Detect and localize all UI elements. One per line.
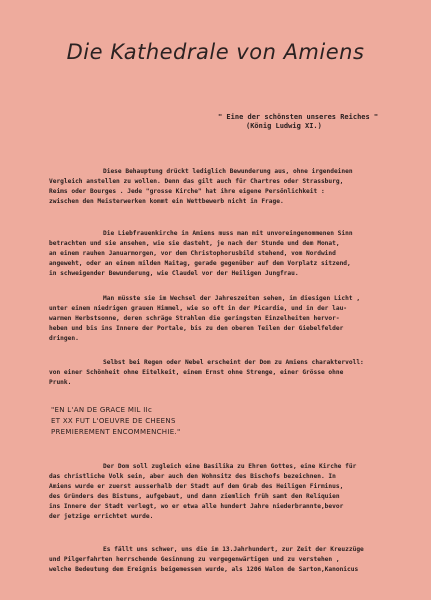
text-line: Vergleich anstellen zu wollen. Denn das gilt auch für Chartres oder Strassburg,	[49, 178, 344, 185]
epigraph-text: " Eine der schönsten unseres Reiches "	[218, 113, 379, 121]
text-line: und Pilgerfahrten herrschende Gesinnung zu vergegenwärtigen und zu verstehen ,	[49, 556, 340, 563]
text-line: in schweigender Bewunderung, wie Claudel vor der Heiligen Jungfrau.	[49, 270, 299, 277]
text-line: das christliche Volk sein, aber auch den Wohnsitz des Bischofs bezeichnen. In	[49, 473, 336, 480]
epigraph-source: (König Ludwig XI.)	[246, 122, 322, 130]
paragraph-4	[49, 358, 401, 388]
text-line: betrachten und sie ansehen, wie sie dasteht, je nach der Stunde und dem Monat,	[49, 240, 340, 247]
text-line: Amiens wurde er zuerst ausserhalb der Stadt auf dem Grab des Heiligen Firminus,	[49, 483, 344, 490]
text-line: des Gründers des Bistums, aufgebaut, und dann ziemlich früh samt den Reliquien	[49, 493, 340, 500]
text-line: Man müsste sie im Wechsel der Jahreszeiten sehen, im diesigen Licht ,	[103, 295, 361, 302]
text-line: Reims oder Bourges . Jede "grosse Kirche" hat ihre eigene Persönlichkeit :	[49, 188, 325, 195]
paragraph-5	[49, 462, 401, 522]
text-line: welche Bedeutung dem Ereignis beigemessen wurde, als 1206 Walon de Sarton,Kanonicus	[49, 566, 359, 573]
text-line: dringen.	[49, 335, 79, 342]
text-line: Es fällt uns schwer, uns die im 13.Jahrhundert, zur Zeit der Kreuzzüge	[103, 546, 364, 553]
text-line: Die Liebfrauenkirche in Amiens muss man mit unvoreingenommenen Sinn	[103, 230, 353, 237]
text-line: von einer Schönheit ohne Eitelkeit, einem Ernst ohne Strenge, einer Grösse ohne	[49, 369, 344, 376]
document-title: Die Kathedrale von Amiens	[66, 40, 365, 64]
inscription-line: ET XX FUT L'OEUVRE DE CHEENS	[51, 417, 176, 425]
inscription-line: "EN L'AN DE GRACE MIL IIc	[51, 406, 153, 414]
text-line: warmen Herbstsonne, deren schräge Strahlen die geringsten Einzelheiten hervor-	[49, 315, 340, 322]
text-line: Prunk.	[49, 379, 72, 386]
text-line: ins Innere der Stadt verlegt, wo er etwa alle hundert Jahre niederbrannte,bevor	[49, 503, 344, 510]
text-line: der jetzige errichtet wurde.	[49, 513, 154, 520]
text-line: an einem rauhen Januarmorgen, vor dem Christophorusbild stehend, vom Nordwind	[49, 250, 336, 257]
text-line: Diese Behauptung drückt lediglich Bewunderung aus, ohne irgendeinen	[103, 168, 353, 175]
paragraph-3	[49, 294, 401, 344]
paragraph-1	[49, 167, 401, 207]
paragraph-2	[49, 229, 401, 279]
text-line: Selbst bei Regen oder Nebel erscheint der Dom zu Amiens charaktervoll:	[103, 359, 364, 366]
text-line: angeweht, oder an einem milden Maitag, gerade gegenüber auf dem Vorplatz sitzend,	[49, 260, 351, 267]
paragraph-6	[49, 545, 401, 575]
text-line: zwischen den Meisterwerken kommt ein Wettbewerb nicht in Frage.	[49, 198, 284, 205]
text-line: Der Dom soll zugleich eine Basilika zu Ehren Gottes, eine Kirche für	[103, 463, 357, 470]
text-line: unter einem niedrigen grauen Himmel, wie so oft in der Picardie, und in der lau-	[49, 305, 348, 312]
inscription	[51, 405, 181, 438]
epigraph	[218, 113, 378, 131]
text-line: heben und bis ins Innere der Portale, bis zu den oberen Teilen der Giebelfelder	[49, 325, 344, 332]
inscription-line: PREMIEREMENT ENCOMMENCHIE."	[51, 428, 181, 436]
